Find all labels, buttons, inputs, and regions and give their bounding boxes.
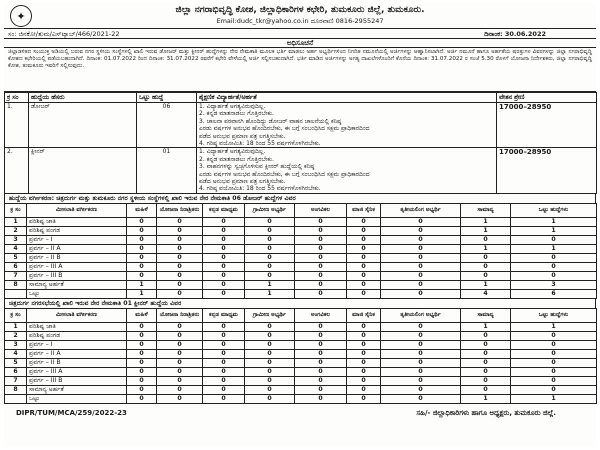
reservation-cell: 0	[157, 280, 203, 289]
reservation-cell: 0	[381, 331, 461, 340]
reservation-cell: 0	[157, 358, 203, 367]
reservation-cell: 0	[381, 271, 461, 280]
reservation-cell: 0	[381, 376, 461, 385]
reservation-row	[5, 271, 597, 280]
reservation-category: ಪ್ರವರ್ಗ – I	[27, 235, 127, 244]
reservation-cell: 3	[5, 235, 27, 244]
signature-line: ಸಹಿ/- ಜಿಲ್ಲಾಧಿಕಾರಿಗಳು ಹಾಗೂ ಅಧ್ಯಕ್ಷರು, ತುಮಕೂರು ಜಿಲ್ಲೆ.	[416, 408, 556, 417]
reservation-cell: 5	[5, 253, 27, 262]
reservation-cell: 0	[203, 271, 245, 280]
reservation-cell: 0	[461, 235, 511, 244]
reservation-cell: 0	[127, 340, 157, 349]
reservation-cell: 0	[245, 385, 295, 394]
contact-line: Email:dudc_tkr@yahoo.co.in ದೂರವಾಣಿ 0816-2955247	[216, 17, 384, 25]
reservation-category: ಪ್ರವರ್ಗ – II B	[27, 253, 127, 262]
reservation-cell: 0	[245, 226, 295, 235]
reservation-cell: 0	[203, 367, 245, 376]
reservation-cell: 0	[295, 331, 347, 340]
qualification-line: 1. ವಿದ್ಯಾರ್ಹತೆ ಅಗತ್ಯವಿರುವುದಿಲ್ಲ.	[199, 148, 266, 156]
reservation-cell: 0	[381, 358, 461, 367]
reservation-cell: 0	[245, 358, 295, 367]
reservation-cell: 0	[127, 262, 157, 271]
reservation-cell: 1	[245, 280, 295, 289]
post-salary: 17000–28950	[497, 103, 597, 148]
reservation-cell: 0	[203, 322, 245, 331]
reservation-cell: 1	[5, 322, 27, 331]
reference-number: ಸಂ: ಜಿನಕೋ/ತುಮ/ಎಸ್‌ಟ್ಯಾಬ್/466/2021-22	[8, 30, 120, 38]
reservation-cell: 0	[245, 367, 295, 376]
reservation-row	[5, 226, 597, 235]
reservation-cell: 0	[511, 358, 597, 367]
reservation-cell: 0	[295, 244, 347, 253]
reservation-header-cell: ಅಂಗವಿಕಲ	[295, 203, 347, 217]
reservation-header-cell: ಕನ್ನಡ ಮಾಧ್ಯಮ	[203, 308, 245, 322]
reservation-cell: 0	[381, 394, 461, 403]
reservation-cell: 0	[127, 358, 157, 367]
reservation-cell: 0	[245, 331, 295, 340]
reservation-cell: 0	[381, 262, 461, 271]
reservation-cell: 0	[295, 217, 347, 226]
reservation-cell: 0	[347, 340, 381, 349]
reservation-cell: 0	[127, 385, 157, 394]
posts-header-row	[5, 93, 597, 103]
reservation-category: ಒಟ್ಟು	[27, 394, 127, 403]
reservation-header-cell: ಯೋಜನಾ ನಿರಾಶ್ರಿತರು	[157, 308, 203, 322]
post-qualifications	[197, 103, 497, 148]
reservation-cell: 0	[157, 289, 203, 298]
post-name: ಡೋಜರ್	[29, 103, 137, 148]
reservation-cell: 0	[203, 340, 245, 349]
posts-header-cell: ವೇತನ ಶ್ರೇಣಿ	[497, 93, 597, 103]
reservation-cell: 0	[381, 367, 461, 376]
reservation-category: ಪ್ರವರ್ಗ – I	[27, 340, 127, 349]
reservation-header-cell: ಅಂಗವಿಕಲ	[295, 308, 347, 322]
reservation-cell: 0	[347, 280, 381, 289]
reservation-cell: 0	[127, 271, 157, 280]
letterhead	[4, 3, 596, 29]
reservation-cell	[5, 289, 27, 298]
reservation-cell: 1	[511, 217, 597, 226]
reservation-cell: 0	[157, 376, 203, 385]
reservation-cell: 3	[511, 280, 597, 289]
reservation-row	[5, 358, 597, 367]
reservation-cell: 0	[381, 349, 461, 358]
reservation-cell: 0	[157, 322, 203, 331]
reservation-row	[5, 235, 597, 244]
reservation-table	[4, 203, 597, 299]
reservation-cell: 0	[295, 226, 347, 235]
reservation-header-cell: ಕ್ರ ಸಂ	[5, 203, 27, 217]
reservation-cell: 0	[203, 253, 245, 262]
reservation-section	[4, 194, 596, 404]
reservation-cell: 0	[127, 376, 157, 385]
reservation-header-cell: ಕನ್ನಡ ಮಾಧ್ಯಮ	[203, 203, 245, 217]
reservation-header-cell: ಗ್ರಾಮೀಣ ಅಭ್ಯರ್ಥಿ	[245, 203, 295, 217]
post-row	[5, 148, 597, 193]
reservation-cell: 0	[381, 322, 461, 331]
reservation-cell: 0	[203, 394, 245, 403]
reservation-cell: 0	[381, 226, 461, 235]
reservation-category: ಒಟ್ಟು	[27, 289, 127, 298]
reservation-cell: 0	[203, 376, 245, 385]
reservation-cell: 0	[127, 244, 157, 253]
reservation-cell: 0	[157, 226, 203, 235]
reservation-cell: 0	[245, 235, 295, 244]
reservation-cell: 1	[461, 322, 511, 331]
reservation-header-cell: ಮಹಿಳೆ	[127, 308, 157, 322]
reservation-row	[5, 376, 597, 385]
notice-footer	[4, 404, 596, 418]
reservation-category: ಪ್ರವರ್ಗ – III A	[27, 367, 127, 376]
reservation-category: ಪರಿಶಿಷ್ಟ ಪಂಗಡ	[27, 226, 127, 235]
reservation-cell: 0	[157, 394, 203, 403]
reservation-category: ಪ್ರವರ್ಗ – II A	[27, 244, 127, 253]
reservation-header-cell: ಮೀಸಲಾತಿ ವರ್ಗೀಕರಣ	[27, 308, 127, 322]
reservation-cell: 0	[295, 280, 347, 289]
qualification-line: ಪಡೆದ ಅನುಭವ ಪ್ರಮಾಣ ಪತ್ರ ಲಗತ್ತಿಸಬೇಕು.	[199, 132, 286, 140]
reservation-cell: 0	[461, 262, 511, 271]
reservation-header-cell: ಮಹಿಳೆ	[127, 203, 157, 217]
reservation-cell: 0	[381, 280, 461, 289]
reservation-header-cell: ಮಾಜಿ ಸೈನಿಕ	[347, 308, 381, 322]
reservation-cell: 0	[203, 280, 245, 289]
reservation-cell: 3	[5, 340, 27, 349]
reservation-cell: 0	[203, 226, 245, 235]
reservation-row	[5, 331, 597, 340]
qualification-line: 2. ಕನ್ನಡ ಮಾತನಾಡಲು ಗೊತ್ತಿರಬೇಕು.	[199, 155, 274, 163]
reservation-cell: 0	[203, 262, 245, 271]
reservation-cell: 1	[461, 244, 511, 253]
reservation-category: ಪ್ರವರ್ಗ – II A	[27, 349, 127, 358]
post-qualifications	[197, 148, 497, 193]
reservation-category: ಪ್ರವರ್ಗ – III B	[27, 271, 127, 280]
qualification-line: 1. ವಿದ್ಯಾರ್ಹತೆ ಅಗತ್ಯವಿರುವುದಿಲ್ಲ.	[199, 103, 266, 110]
reservation-cell: 0	[203, 349, 245, 358]
reservation-cell: 0	[157, 235, 203, 244]
post-serial: 2.	[5, 148, 29, 193]
reservation-cell: 7	[5, 376, 27, 385]
reservation-cell: 0	[347, 349, 381, 358]
reservation-category: ಸಾಮಾನ್ಯ ಅರ್ಹತೆ	[27, 280, 127, 289]
reservation-cell: 4	[5, 349, 27, 358]
reservation-cell: 0	[157, 253, 203, 262]
reservation-table	[4, 308, 597, 404]
reservation-cell: 1	[511, 244, 597, 253]
reservation-category: ಪ್ರವರ್ಗ – III B	[27, 376, 127, 385]
reference-row	[4, 29, 596, 39]
reservation-category: ಪರಿಶಿಷ್ಟ ಜಾತಿ	[27, 322, 127, 331]
reservation-row	[5, 262, 597, 271]
reservation-cell: 0	[295, 340, 347, 349]
reservation-row	[5, 385, 597, 394]
post-row	[5, 103, 597, 148]
reservation-cell: 0	[347, 262, 381, 271]
post-salary: 17000–28950	[497, 148, 597, 193]
reservation-cell: 0	[245, 271, 295, 280]
reservation-cell: 0	[295, 271, 347, 280]
reservation-header-cell: ತೃತೀಯಲಿಂಗ ಅಭ್ಯರ್ಥಿ	[381, 308, 461, 322]
posts-table	[4, 92, 597, 194]
reservation-category: ಪ್ರವರ್ಗ – III A	[27, 262, 127, 271]
reservation-cell: 1	[511, 322, 597, 331]
reservation-category: ಸಾಮಾನ್ಯ ಅರ್ಹತೆ	[27, 385, 127, 394]
qualification-line: ಎರಡು ವರ್ಷಗಳ ಅನುಭವ ಹೊಂದಿರಬೇಕು, ಈ ಬಗ್ಗೆ ಸಂಬಂಧಿಸಿದ ಸಕ್ಷಮ ಪ್ರಾಧಿಕಾರದಿಂದ	[199, 125, 370, 133]
notice-date: ದಿನಾಂಕ: 30.06.2022	[484, 30, 546, 38]
qualification-line: 3. ಚಾಲನಾ ಪರವಾನಗಿ ಹೊಂದಿದ್ದು ಡೋಜರ್ ವಾಹನ ಚಾಲನೆಯಲ್ಲಿ ಕನಿಷ್ಠ	[199, 117, 342, 125]
reservation-row	[5, 244, 597, 253]
reservation-cell: 0	[461, 331, 511, 340]
reservation-cell: 0	[461, 367, 511, 376]
reservation-row	[5, 340, 597, 349]
reservation-cell: 0	[347, 367, 381, 376]
reservation-cell: 0	[347, 253, 381, 262]
reservation-cell: 0	[511, 349, 597, 358]
reservation-cell: 0	[245, 349, 295, 358]
reservation-cell: 0	[245, 340, 295, 349]
reservation-cell: 0	[461, 376, 511, 385]
reservation-header-row	[5, 308, 597, 322]
reservation-cell: 0	[347, 235, 381, 244]
post-serial: 1.	[5, 103, 29, 148]
reservation-cell: 0	[347, 244, 381, 253]
reservation-cell: 0	[347, 322, 381, 331]
reservation-cell: 0	[461, 358, 511, 367]
reservation-cell: 0	[511, 367, 597, 376]
reservation-header-cell: ಗ್ರಾಮೀಣ ಅಭ್ಯರ್ಥಿ	[245, 308, 295, 322]
reservation-cell: 5	[5, 358, 27, 367]
reservation-cell: 8	[5, 385, 27, 394]
reservation-cell: 6	[5, 262, 27, 271]
reservation-row	[5, 253, 597, 262]
reservation-cell: 0	[245, 262, 295, 271]
reservation-cell: 0	[245, 394, 295, 403]
reservation-cell: 0	[127, 394, 157, 403]
reservation-cell: 1	[245, 289, 295, 298]
reservation-cell: 1	[511, 226, 597, 235]
reservation-cell: 4	[461, 289, 511, 298]
reservation-header-cell: ಒಟ್ಟು ಹುದ್ದೆಗಳು	[511, 308, 597, 322]
reservation-cell: 0	[347, 226, 381, 235]
reservation-cell: 2	[5, 226, 27, 235]
reservation-cell: 4	[5, 244, 27, 253]
reservation-category: ಪರಿಶಿಷ್ಟ ಪಂಗಡ	[27, 331, 127, 340]
reservation-cell: 0	[245, 244, 295, 253]
reservation-cell: 0	[157, 244, 203, 253]
reservation-cell: 0	[381, 217, 461, 226]
reservation-cell: 0	[461, 271, 511, 280]
reservation-category: ಪರಿಶಿಷ್ಟ ಜಾತಿ	[27, 217, 127, 226]
reservation-cell: 0	[381, 235, 461, 244]
qualification-line: ಪಡೆದ ಅನುಭವ ಪ್ರಮಾಣ ಪತ್ರ ಲಗತ್ತಿಸಬೇಕು.	[199, 178, 286, 186]
reservation-cell: 0	[295, 253, 347, 262]
qualification-line: 2. ಕನ್ನಡ ಮಾತನಾಡಲು ಗೊತ್ತಿರಬೇಕು.	[199, 110, 274, 118]
reservation-cell: 0	[295, 322, 347, 331]
reservation-cell: 1	[461, 226, 511, 235]
dipr-code: DIPR/TUM/MCA/259/2022-23	[16, 408, 127, 417]
posts-header-cell: ಹುದ್ದೆಯ ಹೆಸರು	[29, 93, 137, 103]
reservation-cell: 0	[347, 289, 381, 298]
reservation-cell: 0	[381, 340, 461, 349]
reservation-cell: 0	[157, 217, 203, 226]
reservation-cell: 0	[157, 271, 203, 280]
reservation-cell: 0	[381, 244, 461, 253]
reservation-total-row	[5, 394, 597, 403]
reservation-row	[5, 322, 597, 331]
reservation-header-cell: ಯೋಜನಾ ನಿರಾಶ್ರಿತರು	[157, 203, 203, 217]
reservation-row	[5, 367, 597, 376]
reservation-cell: 0	[203, 331, 245, 340]
qualification-line: ಎರಡು ವರ್ಷಗಳ ಅನುಭವ ಹೊಂದಿರಬೇಕು, ಈ ಬಗ್ಗೆ ಸಂಬಂಧಿಸಿದ ಸಕ್ಷಮ ಪ್ರಾಧಿಕಾರದಿಂದ	[199, 170, 370, 178]
government-emblem-icon: ✦	[10, 5, 32, 27]
reservation-cell: 0	[295, 394, 347, 403]
reservation-cell: 8	[5, 280, 27, 289]
reservation-header-cell: ಸಾಮಾನ್ಯ	[461, 203, 511, 217]
reservation-cell: 1	[461, 280, 511, 289]
reservation-cell: 0	[127, 235, 157, 244]
reservation-cell: 1	[461, 217, 511, 226]
reservation-header-cell: ಒಟ್ಟು ಹುದ್ದೆಗಳು	[511, 203, 597, 217]
reservation-header-row	[5, 203, 597, 217]
reservation-cell: 0	[461, 349, 511, 358]
reservation-cell: 0	[347, 331, 381, 340]
reservation-cell: 0	[157, 331, 203, 340]
reservation-cell: 0	[295, 349, 347, 358]
reservation-cell: 0	[127, 331, 157, 340]
reservation-cell: 0	[245, 376, 295, 385]
post-name: ಕ್ಲೀನರ್	[29, 148, 137, 193]
reservation-cell: 0	[127, 349, 157, 358]
reservation-cell: 1	[511, 394, 597, 403]
post-count: 06	[137, 103, 197, 148]
reservation-cell: 0	[157, 340, 203, 349]
reservation-cell: 0	[127, 322, 157, 331]
qualification-line: 4. ಗರಿಷ್ಠ ವಯೋಮಿತಿ: 18 ರಿಂದ 55 ವರ್ಷಗಳೊಳಗಿರಬೇಕು.	[199, 140, 321, 148]
reservation-header-cell: ಸಾಮಾನ್ಯ	[461, 308, 511, 322]
reservation-cell: 0	[347, 358, 381, 367]
reservation-row	[5, 217, 597, 226]
reservation-header-cell: ಮಾಜಿ ಸೈನಿಕ	[347, 203, 381, 217]
reservation-cell: 0	[511, 235, 597, 244]
reservation-cell: 0	[157, 367, 203, 376]
reservation-cell: 0	[127, 226, 157, 235]
reservation-cell	[5, 394, 27, 403]
notice-intro-paragraph: ಜಿಲ್ಲಾಡಳಿತದ ಸಂಯುಕ್ತ ಅಡಿಯಲ್ಲಿ ಬರುವ ನಗರ ಸ್ಥಳೀಯ ಸಂಸ್ಥೆಗಳಲ್ಲಿ ಖಾಲಿ ಇರುವ ಡೋಜರ್ ಮತ್ತು ಕ್ಲೀನರ್ ಹುದ್ದೆಗಳನ್ನು ನೇರ ನೇಮಕಾತಿ ಮೂಲಕ ಭರ್ತಿ ಮಾಡಲು ಅರ್ಹ ಅಭ್ಯರ್ಥಿಗಳಿಂದ ನಿಗದಿತ ನಮೂನೆಯಲ್ಲಿ ಅರ್ಜಿಗಳನ್ನು ಆಹ್ವಾನಿಸಲಾಗಿದೆ. ಅರ್ಜಿ ನಮೂನೆ ಹಾಗೂ ಅರ್ಹತೆಯ ಷರತ್ತುಗಳ ವಿವರಗಳನ್ನು ಜಿಲ್ಲಾ ನಗರಾಭಿವೃದ್ಧಿ ಕೋಶದ ಕಛೇರಿಯಲ್ಲಿ ಪಡೆಯಬಹುದಾಗಿದೆ. ದಿನಾಂಕ: 01.07.2022 ರಿಂದ ದಿನಾಂಕ: 31.07.2022 ರವರೆಗೆ ಕಛೇರಿ ವೇಳೆಯಲ್ಲಿ ಅರ್ಜಿ ಸಲ್ಲಿಸಬಹುದಾಗಿದೆ. ಭರ್ತಿ ಮಾಡಿದ ಅರ್ಜಿಗಳನ್ನು ಅಗತ್ಯ ದಾಖಲೆಗಳೊಂದಿಗೆ ಕೊನೆಯ ದಿನಾಂಕ: 31.07.2022 ರ ಸಂಜೆ 5.30 ರೊಳಗೆ ಯೋಜನಾ ನಿರ್ದೇಶಕರು, ಜಿಲ್ಲಾ ನಗರಾಭಿವೃದ್ಧಿ ಕೋಶ, ತುಮಕೂರು ಇವರಿಗೆ ಸಲ್ಲಿಸುವುದು.	[4, 48, 596, 92]
reservation-cell: 0	[295, 376, 347, 385]
reservation-cell: 6	[5, 367, 27, 376]
reservation-cell: 0	[127, 367, 157, 376]
qualification-line: 4. ಗರಿಷ್ಠ ವಯೋಮಿತಿ: 18 ರಿಂದ 55 ವರ್ಷಗಳೊಳಗಿರಬೇಕು.	[199, 185, 321, 193]
reservation-cell: 0	[203, 385, 245, 394]
reservation-cell: 0	[347, 217, 381, 226]
reservation-cell: 0	[511, 385, 597, 394]
reservation-cell: 0	[203, 235, 245, 244]
reservation-cell: 0	[157, 262, 203, 271]
reservation-cell: 0	[347, 376, 381, 385]
reservation-cell: 0	[127, 253, 157, 262]
qualification-line: 3. ವಾಹನಗಳನ್ನು ಸ್ವಚ್ಛಗೊಳಿಸುವ ಕ್ಲೀನರ್ ಹುದ್ದೆಯಲ್ಲಿ ಕನಿಷ್ಠ	[199, 163, 315, 171]
reservation-cell: 0	[511, 253, 597, 262]
reservation-category: ಪ್ರವರ್ಗ – II B	[27, 358, 127, 367]
reservation-cell: 1	[5, 217, 27, 226]
reservation-cell: 0	[245, 217, 295, 226]
reservation-cell: 0	[461, 253, 511, 262]
reservation-cell: 0	[295, 367, 347, 376]
reservation-cell: 0	[295, 262, 347, 271]
reservation-cell: 0	[203, 244, 245, 253]
reservation-cell: 0	[381, 253, 461, 262]
reservation-cell: 0	[511, 340, 597, 349]
reservation-cell: 0	[157, 385, 203, 394]
reservation-cell: 0	[511, 331, 597, 340]
reservation-cell: 6	[511, 289, 597, 298]
notice-title: ಅಧಿಸೂಚನೆ	[4, 39, 596, 48]
reservation-cell: 0	[157, 349, 203, 358]
reservation-cell: 0	[295, 289, 347, 298]
reservation-cell: 0	[347, 385, 381, 394]
reservation-cell: 0	[295, 235, 347, 244]
reservation-header-cell: ತೃತೀಯಲಿಂಗ ಅಭ್ಯರ್ಥಿ	[381, 203, 461, 217]
reservation-table-title: ಹುದ್ದೆಯ ವರ್ಗೀಕರಣ: ಚಿತ್ರದುರ್ಗ ಮತ್ತು ತುಮಕೂರು ನಗರ ಸ್ಥಳೀಯ ಸಂಸ್ಥೆಗಳಲ್ಲಿ ಖಾಲಿ ಇರುವ ನೇರ ನೇಮಕಾತಿ 06 ಡೋಜರ್ ಹುದ್ದೆಗಳ ವಿವರ	[4, 194, 596, 203]
posts-header-cell: ಶೈಕ್ಷಣಿಕ ವಿದ್ಯಾರ್ಹತೆ/ಅರ್ಹತೆ	[197, 93, 497, 103]
reservation-table-title: ಚಿತ್ರದುರ್ಗ ನಗರಸಭೆಯಲ್ಲಿ ಖಾಲಿ ಇರುವ ನೇರ ನೇಮಕಾತಿ 01 ಕ್ಲೀನರ್ ಹುದ್ದೆಯ ವಿವರ	[4, 299, 596, 308]
post-count: 01	[137, 148, 197, 193]
reservation-row	[5, 280, 597, 289]
reservation-cell: 0	[461, 340, 511, 349]
reservation-cell: 0	[347, 271, 381, 280]
reservation-cell: 7	[5, 271, 27, 280]
reservation-cell: 0	[295, 358, 347, 367]
reservation-header-cell: ಮೀಸಲಾತಿ ವರ್ಗೀಕರಣ	[27, 203, 127, 217]
reservation-cell: 0	[245, 253, 295, 262]
reservation-cell: 2	[5, 331, 27, 340]
reservation-cell: 0	[203, 217, 245, 226]
reservation-cell: 0	[127, 217, 157, 226]
posts-header-cell: ಒಟ್ಟು ಹುದ್ದೆ	[137, 93, 197, 103]
reservation-cell: 1	[127, 280, 157, 289]
reservation-row	[5, 349, 597, 358]
reservation-cell: 0	[381, 385, 461, 394]
reservation-cell: 0	[203, 358, 245, 367]
reservation-cell: 1	[461, 394, 511, 403]
office-title: ಜಿಲ್ಲಾ ನಗರಾಭಿವೃದ್ಧಿ ಕೋಶ, ಜಿಲ್ಲಾಧಿಕಾರಿಗಳ ಕಛೇರಿ, ತುಮಕೂರು ಜಿಲ್ಲೆ, ತುಮಕೂರು.	[175, 5, 425, 15]
reservation-cell: 0	[511, 271, 597, 280]
reservation-cell: 0	[347, 394, 381, 403]
notice-page	[4, 3, 596, 447]
reservation-cell: 0	[203, 289, 245, 298]
reservation-total-row	[5, 289, 597, 298]
reservation-cell: 0	[381, 289, 461, 298]
reservation-cell: 1	[127, 289, 157, 298]
reservation-header-cell: ಕ್ರ ಸಂ	[5, 308, 27, 322]
reservation-cell: 0	[511, 262, 597, 271]
reservation-cell: 0	[461, 385, 511, 394]
reservation-cell: 0	[295, 385, 347, 394]
posts-header-cell: ಕ್ರ ಸಂ	[5, 93, 29, 103]
reservation-cell: 0	[511, 376, 597, 385]
reservation-cell: 0	[245, 322, 295, 331]
